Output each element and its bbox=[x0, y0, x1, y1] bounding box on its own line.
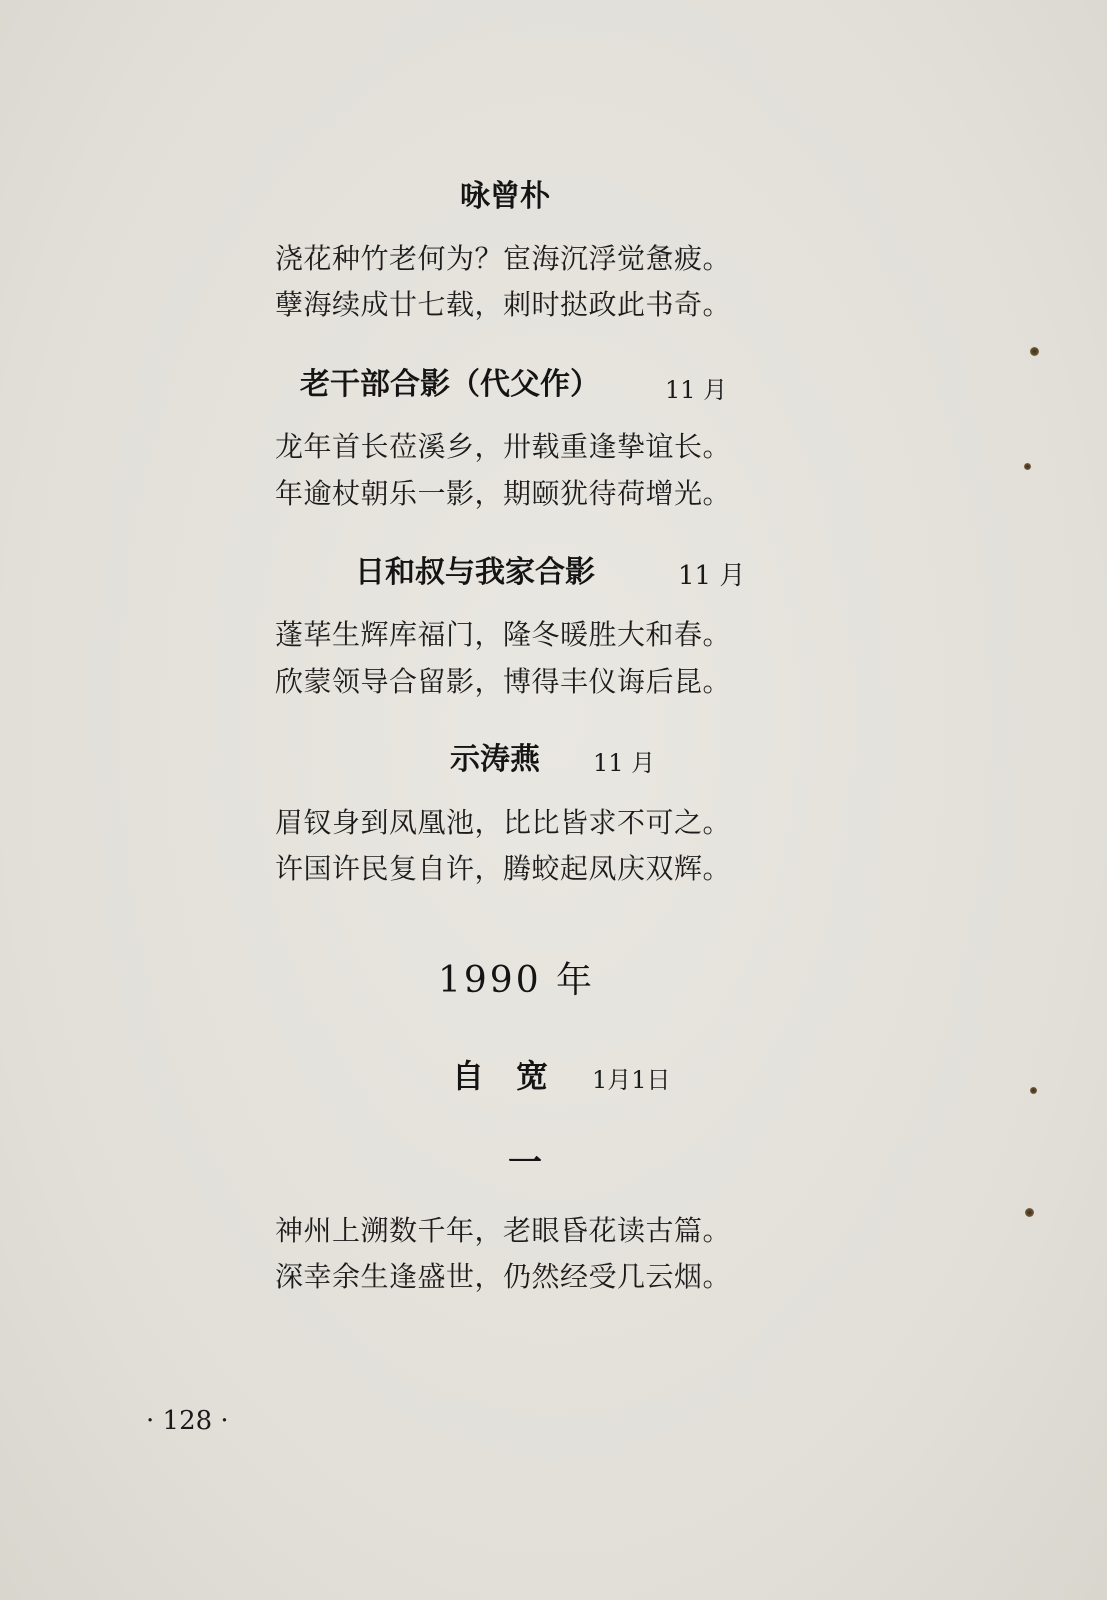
binding-hole-icon bbox=[1030, 1087, 1037, 1094]
poem-title: 老干部合影（代父作） bbox=[300, 367, 600, 402]
section-part-number: 一 bbox=[508, 1143, 542, 1183]
poem-title: 示涛燕 bbox=[450, 742, 540, 777]
poem-title: 日和叔与我家合影 bbox=[355, 555, 595, 590]
poem-line: 神州上溯数千年，老眼昏花读古篇。 bbox=[275, 1214, 732, 1247]
section-date: 1月1日 bbox=[592, 1066, 671, 1094]
binding-hole-icon bbox=[1025, 1208, 1034, 1217]
poem-date: 11 月 bbox=[678, 561, 746, 591]
poem-line: 眉钗身到凤凰池，比比皆求不可之。 bbox=[275, 806, 732, 839]
poem-line: 浇花种竹老何为？宦海沉浮觉惫疲。 bbox=[275, 242, 732, 275]
year-heading: 1990 年 bbox=[438, 960, 596, 1001]
poem-line: 欣蒙领导合留影，博得丰仪诲后昆。 bbox=[275, 665, 732, 698]
poem-line: 年逾杖朝乐一影，期颐犹待荷增光。 bbox=[275, 477, 732, 510]
poem-line: 龙年首长莅溪乡，卅载重逢挚谊长。 bbox=[275, 430, 732, 463]
page-number: · 128 · bbox=[146, 1406, 229, 1436]
binding-hole-icon bbox=[1024, 463, 1031, 470]
binding-hole-icon bbox=[1030, 347, 1039, 356]
poem-date: 11 月 bbox=[593, 749, 656, 777]
poem-date: 11 月 bbox=[665, 376, 728, 404]
section-title: 自 宽 bbox=[452, 1057, 549, 1095]
poem-line: 深幸余生逢盛世，仍然经受几云烟。 bbox=[275, 1260, 732, 1293]
poem-line: 许国许民复自许，腾蛟起凤庆双辉。 bbox=[275, 852, 732, 885]
poem-line: 孽海续成廿七载，刺时挞政此书奇。 bbox=[275, 288, 732, 321]
poem-title: 咏曾朴 bbox=[460, 179, 550, 214]
poem-line: 蓬荜生辉库福门，隆冬暖胜大和春。 bbox=[275, 618, 732, 651]
